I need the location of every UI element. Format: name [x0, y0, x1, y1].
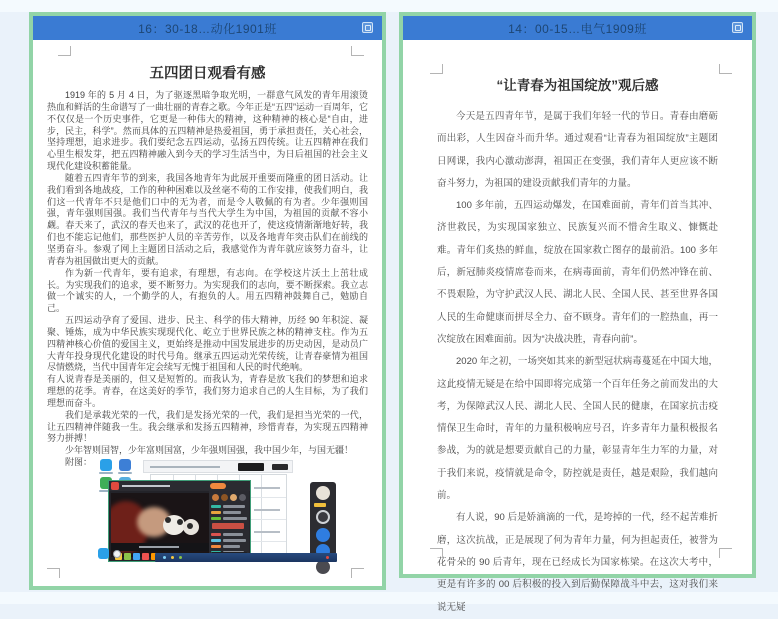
text-boundary-mark	[47, 568, 60, 578]
app-shortcut-icon	[98, 548, 109, 559]
left-doc-body	[33, 90, 382, 469]
left-document-page	[29, 12, 386, 590]
paragraph: 我们是承载光荣的一代，我们是发扬光荣的一代，我们是担当光荣的一代，让五四精神伴随我一生。我会继承和发扬五四精神，珍惜青春，为实现五四精神努力拼搏！	[47, 409, 368, 444]
status-badge	[314, 503, 326, 507]
desktop-app-icon	[100, 459, 112, 471]
paragraph: 100 多年前，五四运动爆发，在国难面前，青年们首当其冲、济世救民，为实现国家独立、民族复兴而不惜舍生取义、慷慨赴难。青年们炙热的鲜血，绽放在国家救亡图存的最前沿。100 多年后，新冠肺炎疫情席卷而来，在病毒面前，青年们仍然冲锋在前、不畏艰险，为守护武汉人民、湖北人民、全国人民、甚至世界各国人民的生命健康而拼尽全力、奋不顾身。青年们的一腔热血，再一次绽放在困难面前。因为“决战决胜，青春向前”。	[437, 200, 718, 345]
paragraph: 少年智则国智，少年富则国富，少年强则国强，我中国少年，与国无疆！	[65, 445, 354, 456]
text-boundary-mark	[430, 548, 443, 558]
player-progress-text	[139, 546, 179, 548]
participant-avatar	[316, 510, 330, 524]
emoji-icon	[142, 553, 149, 560]
right-doc-body	[403, 106, 752, 619]
paragraph: 五四运动孕育了爱国、进步、民主、科学的伟大精神，历经 90 年积淀、凝聚、锤炼，成为中华民族实现现代化、屹立于世界民族之林的精神支柱。作为五四精神核心价值的爱国主义，更始终是推动中国发展进步的历史动因，是动员广大青年投身现代化建设的时代号角。继承五四运动光荣传统，让青春豪情为祖国尽情燃烧，当代中国青年定会续写无愧于祖国和人民的时代绝响。	[47, 315, 368, 373]
participant-avatar	[316, 486, 330, 500]
paragraph: 作为新一代青年，要有追求，有理想，有志向。在学校这片沃土上茁壮成长。为实现我们的追求，要不断努力。为实现我们的志向，要不断探索。我立志做一个诚实的人，一个勤学的人，有抱负的人。用五四精神鼓舞自己，勉励自己。	[47, 267, 368, 314]
paragraph: 2020 年之初，一场突如其来的新型冠状病毒蔓延在中国大地，这此疫情无疑是在给中国即将完成第一个百年任务之前而发出的大考，为保障武汉人民、湖北人民、全国人民的健康，在国家抗击疫情保卫生命时，青年的力量积极响应号召，许多青年力量积极报名参战，为的就是想要贡献自己的力量，彰显青年生力军的力量，对于我们来说，疫情就是命令，防控就是责任，越是艰险，我们越向前。	[437, 356, 718, 502]
broken-image-icon[interactable]	[732, 22, 743, 33]
right-window-title: 14：00-15…电气1909班	[508, 21, 647, 36]
meeting-sidebar	[310, 482, 336, 562]
right-document-page	[399, 12, 756, 613]
player-title-text	[122, 485, 170, 487]
left-window-titlebar	[33, 16, 382, 40]
paragraph: 附图：	[65, 457, 93, 468]
emoji-icon	[124, 553, 131, 560]
right-window-titlebar	[403, 16, 752, 40]
background-document-toolbar	[143, 460, 293, 473]
video-player-window	[108, 480, 251, 562]
mic-button	[316, 528, 330, 542]
paragraph: 随着五四青年节的到来，我国各地青年为此展开重要而隆重的团日活动。让我们看到各地战疫，工作的种种困难以及丝毫不苟的工作安排，使我们明白，我们这一代青年不只是他们口中的无为者，而是令人敬佩的有为者。少年强则国强，青年强则国强。我们当代青年与当代大学生为中国，为祖国的贡献不容小觑。春天来了，武汉的春天也来了，武汉的花也开了，使这疫情渐渐地好转，我们也不能忘记他们，那些医护人员的辛苦劳作，以及各地青年突击队们在前线的坚勇奋斗。参观了网上主题团日活动之后，我感觉作为青年就应该努力奋斗，让青春为祖国做出更大的贡献。	[47, 172, 368, 266]
player-logo-icon	[111, 482, 119, 490]
text-boundary-mark	[351, 568, 364, 578]
live-chat-panel	[209, 491, 249, 560]
text-boundary-mark	[719, 548, 732, 558]
icon-label	[118, 472, 132, 474]
emoji-icon	[133, 553, 140, 560]
broken-image-icon[interactable]	[362, 22, 373, 33]
attachment-screenshot	[95, 456, 337, 568]
paragraph: 今天是五四青年节，是属于我们年轻一代的节日。青春由磨砺而出彩，人生因奋斗而升华。通过观看“让青春为祖国绽放”主题团日网课，我内心激动澎湃，祖国正在变强，我们青年人更应该不断奋斗努力，为祖国的建设贡献我们青年的力量。	[437, 111, 718, 189]
participant-avatar	[316, 560, 330, 574]
paragraph: 有人说青春是美丽的，但又是短暂的。而我认为，青春是放飞我们的梦想和追求理想的花季。青春，在这美好的季节，我们努力追求自己的人生目标，为了我们理想而奋斗。	[47, 374, 368, 408]
desktop-app-icon	[119, 459, 131, 471]
text-boundary-mark	[430, 64, 443, 74]
follow-button	[210, 483, 226, 489]
taskbar-strip	[155, 553, 337, 562]
magnifier-icon	[113, 550, 121, 558]
text-boundary-mark	[719, 64, 732, 74]
paragraph: 1919 年的 5 月 4 日，为了驱逐黑暗争取光明，一群意气风发的青年用滚烫热血和鲜活的生命谱写了一曲壮丽的青春之歌。今年正是“五四”运动一百周年，它不仅仅是一个历史事件，它更是一种伟大的精神，这种精神的核心是“自由，进步，民主，科学”。然而具体的五四精神是热爱祖国，勇于承担责任，关心社会，坚持理想，追求进步。我们要纪念五四运动，弘扬五四传统。让五四精神在我们心里生根发芽，把五四精神融入到今天的学习生活当中，为日后祖国的社会主义现代化建设积蓄能量。	[47, 90, 368, 172]
right-doc-title: “让青春为祖国绽放”观后感	[496, 78, 659, 93]
text-boundary-mark	[58, 46, 71, 56]
left-window-title: 16：30-18…动化1901班	[138, 21, 277, 36]
left-doc-title: 五四团日观看有感	[149, 66, 266, 82]
chat-action-button	[212, 523, 244, 529]
text-boundary-mark	[351, 46, 364, 56]
paragraph: 有人说，90 后是娇滴滴的一代，是垮掉的一代，经不起苦难折磨，这次抗战，正是展现了何为青年力量，何为担起责任，被誉为花骨朵的 90 后青年，现在已经成长为国家栋梁。在这次大考中，更是有许多的 00 后积极的投入到后勤保障战斗中去，这对我们来说无疑	[437, 512, 718, 613]
icon-label	[99, 472, 113, 474]
